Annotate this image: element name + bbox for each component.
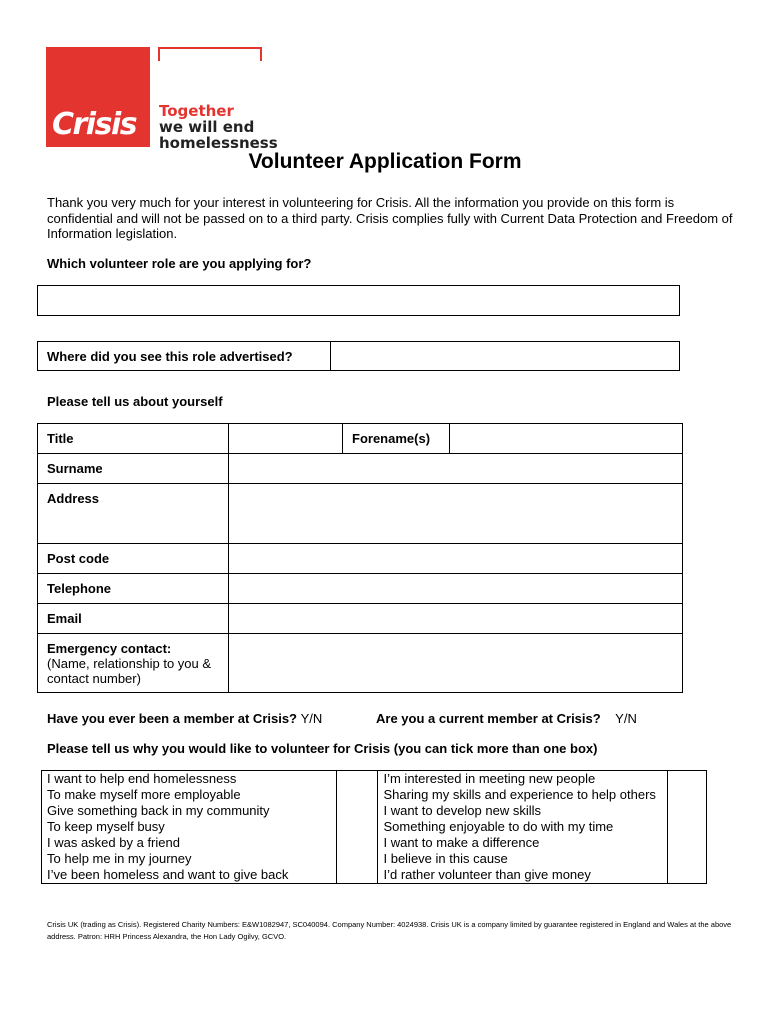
postcode-label: Post code <box>38 544 229 574</box>
reason-right: I’d rather volunteer than give money <box>378 867 668 884</box>
logo-red-box <box>46 47 150 147</box>
emergency-contact-title: Emergency contact: <box>47 641 172 656</box>
reason-right-checkbox[interactable] <box>668 787 707 803</box>
reason-right: Something enjoyable to do with my time <box>378 819 668 835</box>
title-input[interactable] <box>229 424 343 454</box>
email-input[interactable] <box>229 604 683 634</box>
footer-legal-text: Crisis UK (trading as Crisis). Registered Charity Numbers: E&W1082947, SC040094. Company Number: 4024938. Crisis UK is a company limited by guarantee registered in England and Wales at the above address. Patron: HRH Princess Alexandra, the Hon Lady Ogilvy, GCVO. <box>47 920 732 941</box>
reasons-heading: Please tell us why you would like to volunteer for Crisis (you can tick more than one box) <box>47 741 598 756</box>
reason-left-checkbox[interactable] <box>336 835 378 851</box>
reason-left: Give something back in my community <box>42 803 337 819</box>
postcode-input[interactable] <box>229 544 683 574</box>
logo-tagline-1: Together <box>159 102 234 120</box>
reason-right: I want to make a difference <box>378 835 668 851</box>
reason-right-checkbox[interactable] <box>668 803 707 819</box>
logo-wordmark: Crisis <box>52 107 137 142</box>
reason-left: To help me in my journey <box>42 851 337 867</box>
reason-left: To make myself more employable <box>42 787 337 803</box>
logo-tagline-3: homelessness <box>159 134 278 152</box>
role-input[interactable] <box>37 285 680 316</box>
reason-left-checkbox[interactable] <box>336 819 378 835</box>
reason-right: I’m interested in meeting new people <box>378 771 668 788</box>
reason-left: I’ve been homeless and want to give back <box>42 867 337 884</box>
forename-label: Forename(s) <box>343 424 450 454</box>
personal-details-table <box>37 423 683 693</box>
reasons-table <box>41 770 707 884</box>
membership-questions <box>47 711 737 726</box>
reason-left-checkbox[interactable] <box>336 771 378 788</box>
role-question: Which volunteer role are you applying for? <box>47 256 312 271</box>
reason-left: I want to help end homelessness <box>42 771 337 788</box>
telephone-label: Telephone <box>38 574 229 604</box>
current-member-yn[interactable]: Y/N <box>615 711 637 726</box>
advert-input[interactable] <box>331 342 679 370</box>
emergency-contact-input[interactable] <box>229 634 683 693</box>
advert-row <box>37 341 680 371</box>
emergency-contact-label <box>38 634 229 693</box>
about-heading: Please tell us about yourself <box>47 394 223 409</box>
current-member-block <box>376 711 637 726</box>
reason-right-checkbox[interactable] <box>668 851 707 867</box>
advert-label: Where did you see this role advertised? <box>38 342 331 370</box>
reason-right-checkbox[interactable] <box>668 771 707 788</box>
reason-right: Sharing my skills and experience to help others <box>378 787 668 803</box>
reason-left: I was asked by a friend <box>42 835 337 851</box>
logo-bracket <box>158 47 262 61</box>
reason-left-checkbox[interactable] <box>336 851 378 867</box>
surname-label: Surname <box>38 454 229 484</box>
reason-left-checkbox[interactable] <box>336 867 378 884</box>
address-label: Address <box>38 484 229 544</box>
ever-member-question: Have you ever been a member at Crisis? <box>47 711 298 726</box>
logo-tagline-2: we will end <box>159 118 255 136</box>
reason-left-checkbox[interactable] <box>336 787 378 803</box>
surname-input[interactable] <box>229 454 683 484</box>
ever-member-yn[interactable]: Y/N <box>300 711 323 726</box>
reason-right: I believe in this cause <box>378 851 668 867</box>
reason-right-checkbox[interactable] <box>668 835 707 851</box>
telephone-input[interactable] <box>229 574 683 604</box>
current-member-question: Are you a current member at Crisis? <box>376 711 601 726</box>
forename-input[interactable] <box>450 424 683 454</box>
intro-paragraph: Thank you very much for your interest in volunteering for Crisis. All the information you provide on this form is confidential and will not be passed on to a third party. Crisis complies fully with Current Data Protection and Freedom of Information legislation. <box>47 195 733 241</box>
email-label: Email <box>38 604 229 634</box>
emergency-contact-hint: (Name, relationship to you & contact number) <box>47 656 212 686</box>
address-input[interactable] <box>229 484 683 544</box>
reason-left: To keep myself busy <box>42 819 337 835</box>
reason-right: I want to develop new skills <box>378 803 668 819</box>
reason-left-checkbox[interactable] <box>336 803 378 819</box>
reason-right-checkbox[interactable] <box>668 819 707 835</box>
title-label: Title <box>38 424 229 454</box>
reason-right-checkbox[interactable] <box>668 867 707 884</box>
crisis-logo <box>46 47 278 152</box>
page-title: Volunteer Application Form <box>248 150 522 173</box>
